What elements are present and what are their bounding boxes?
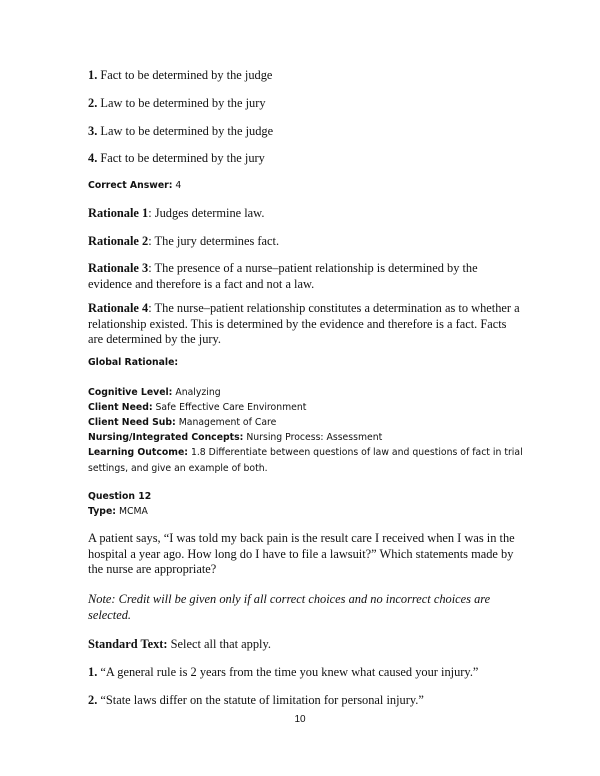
client-need-sub: Client Need Sub: Management of Care — [88, 417, 277, 428]
standard-text: Standard Text: Select all that apply. — [88, 637, 271, 651]
credit-note: Note: Credit will be given only if all correct choices and no incorrect choices are selected. — [88, 592, 491, 622]
rationale-2: Rationale 2: The jury determines fact. — [88, 234, 280, 248]
client-need: Client Need: Safe Effective Care Environment — [88, 402, 307, 413]
answer-option-4: 4. Fact to be determined by the jury — [88, 151, 265, 165]
rationale-3: Rationale 3: The presence of a nurse–patient relationship is determined by the evidence and therefore is a fact and not a law. — [88, 261, 478, 291]
question-type: Type: MCMA — [88, 506, 148, 517]
answer-option-3: 3. Law to be determined by the judge — [88, 124, 274, 138]
rationale-1: Rationale 1: Judges determine law. — [88, 206, 265, 220]
page-number: 10 — [294, 714, 306, 725]
q12-option-1: 1. “A general rule is 2 years from the time you knew what caused your injury.” — [88, 665, 479, 679]
answer-option-1: 1. Fact to be determined by the judge — [88, 68, 273, 82]
question-stem: A patient says, “I was told my back pain is the result care I received when I was in the hospital a year ago. How long do I have to file a lawsuit?” Which statements made by the nurse are appropriate? — [88, 531, 515, 576]
global-rationale: Global Rationale: — [88, 357, 179, 368]
answer-option-2: 2. Law to be determined by the jury — [88, 96, 266, 110]
cognitive-level: Cognitive Level: Analyzing — [88, 387, 221, 398]
learning-outcome: Learning Outcome: 1.8 Differentiate between questions of law and questions of fact in trial settings, and give an example of both. — [88, 447, 523, 474]
nursing-concepts: Nursing/Integrated Concepts: Nursing Process: Assessment — [88, 432, 383, 443]
q12-option-2: 2. “State laws differ on the statute of limitation for personal injury.” — [88, 693, 424, 707]
correct-answer: Correct Answer: 4 — [88, 180, 182, 191]
rationale-4: Rationale 4: The nurse–patient relationship constitutes a determination as to whether a relationship existed. This is determined by the evidence and therefore is a fact. Facts are determined by the jury. — [88, 301, 520, 346]
question-title: Question 12 — [88, 491, 152, 502]
